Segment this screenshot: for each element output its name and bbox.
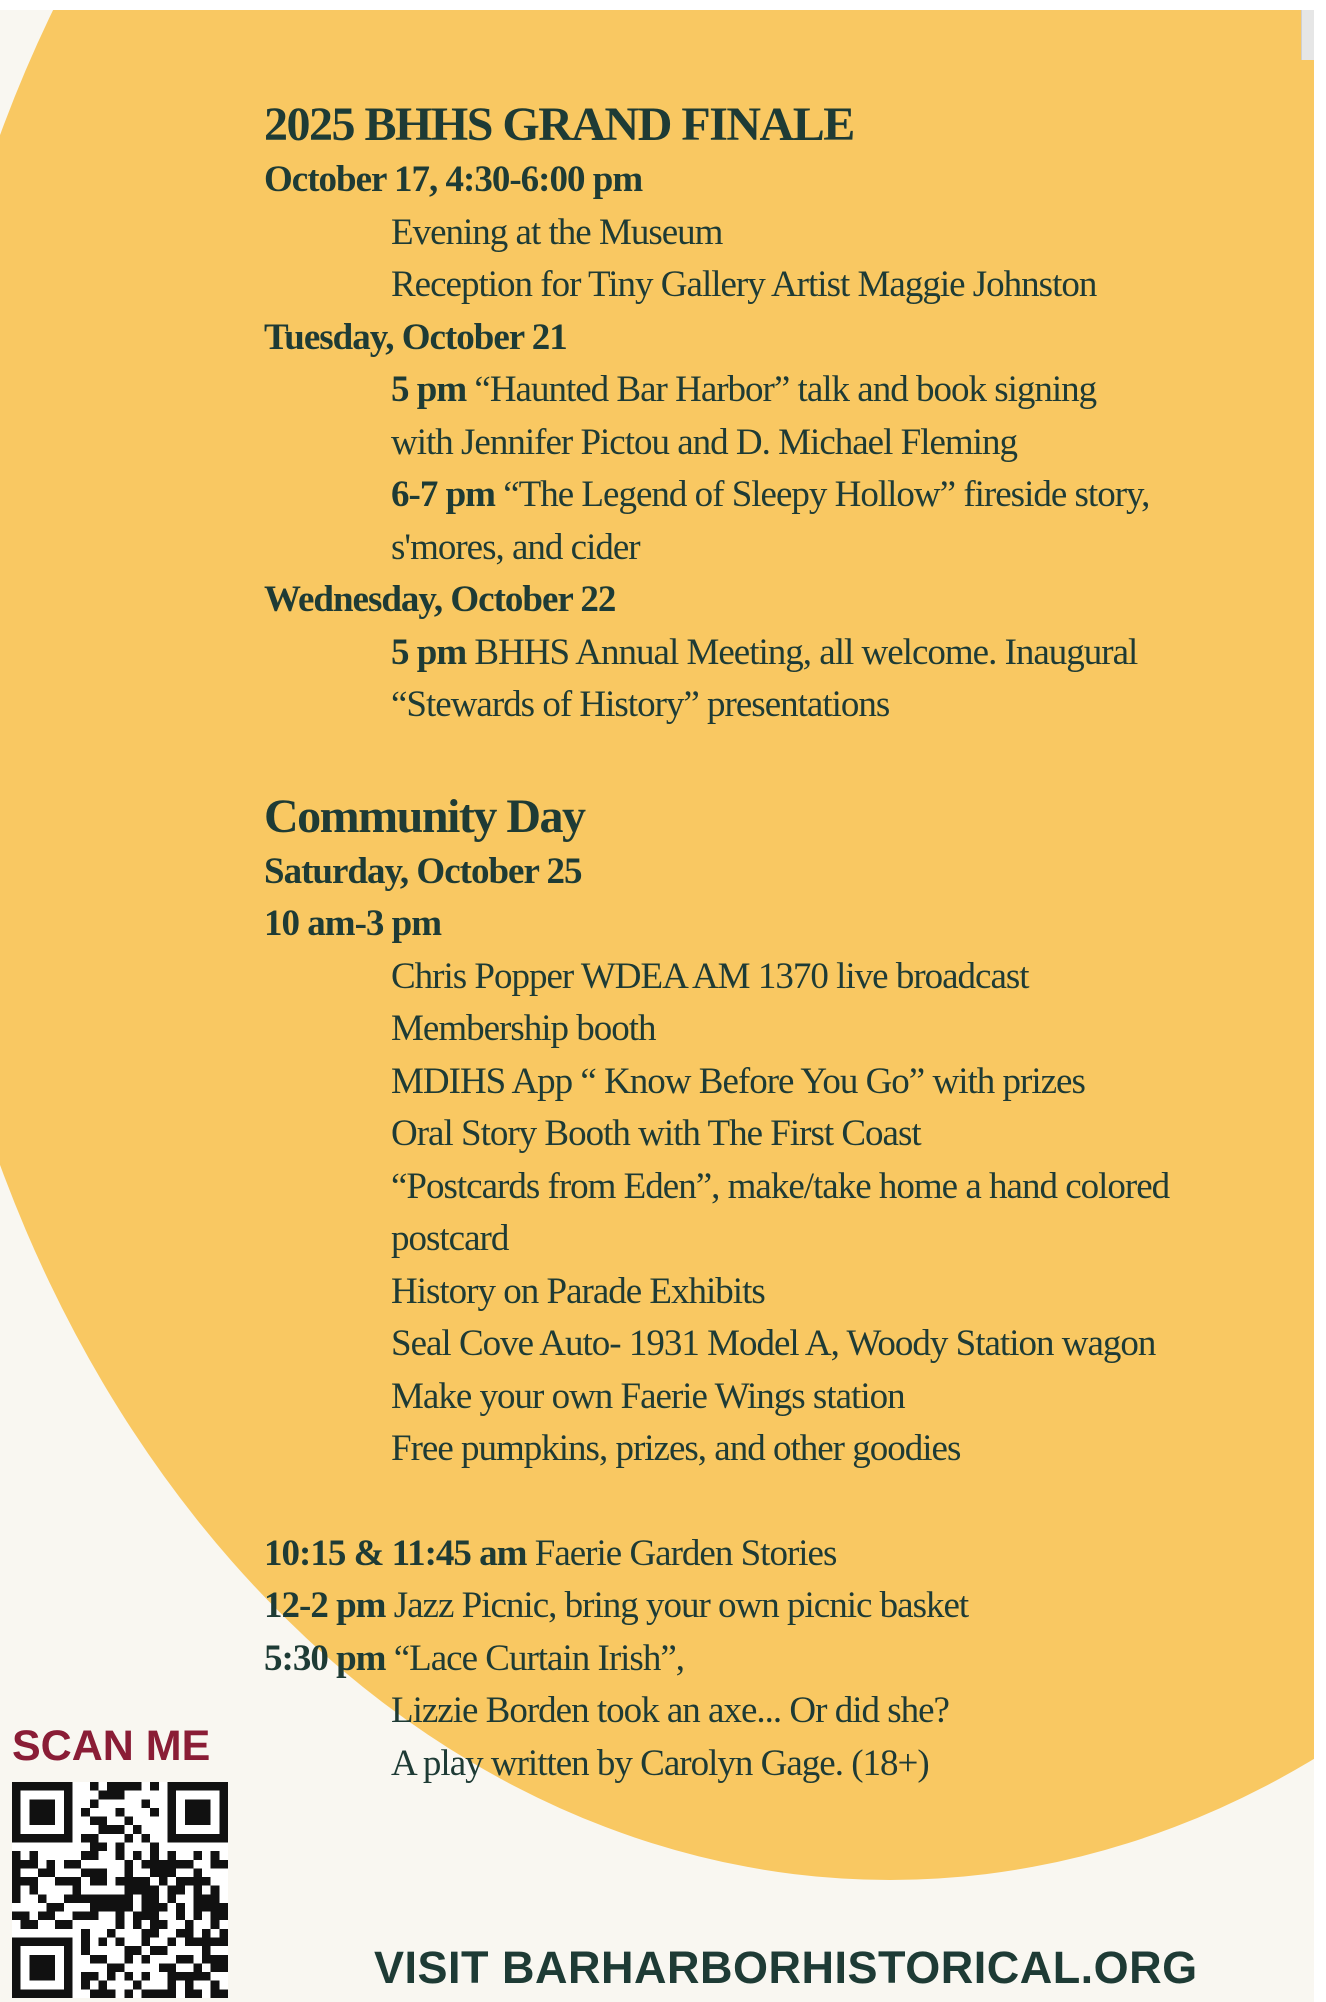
scan-me-label: SCAN ME <box>12 1722 211 1770</box>
list-item: Membership booth <box>391 1008 656 1049</box>
community-day-date: Saturday, October 25 <box>264 850 582 892</box>
schedule-item <box>264 1528 1294 1581</box>
list-item: with Jennifer Pictou and D. Michael Fleming <box>391 421 1017 463</box>
event-time: 6-7 pm <box>391 474 495 515</box>
list-item <box>264 627 1294 680</box>
event-time: 5 pm <box>391 631 467 673</box>
list-item: “Stewards of History” presentations <box>391 684 890 725</box>
list-item: Lizzie Borden took an axe... Or did she? <box>391 1690 949 1731</box>
event-time: 5:30 pm <box>264 1637 386 1679</box>
list-item: History on Parade Exhibits <box>391 1270 765 1312</box>
community-day-hours: 10 am-3 pm <box>264 903 442 944</box>
list-item: “Postcards from Eden”, make/take home a hand colored <box>391 1165 1170 1207</box>
schedule-item <box>264 1633 1294 1686</box>
list-item: Free pumpkins, prizes, and other goodies <box>391 1428 961 1469</box>
list-item <box>264 364 1294 417</box>
finale-date-oct22: Wednesday, October 22 <box>264 579 616 620</box>
event-text: “Lace Curtain Irish”, <box>385 1637 685 1679</box>
website-link[interactable]: VISIT BARHARBORHISTORICAL.ORG <box>374 1942 1198 1993</box>
schedule-item <box>264 1580 1294 1633</box>
section-spacer <box>264 732 1294 784</box>
list-item <box>264 469 1294 522</box>
event-text: Faerie Garden Stories <box>526 1532 837 1574</box>
qr-code-icon[interactable] <box>12 1782 228 1998</box>
finale-date-oct21: Tuesday, October 21 <box>264 316 567 358</box>
event-time: 5 pm <box>391 369 467 410</box>
finale-title: 2025 BHHS GRAND FINALE <box>264 98 854 151</box>
event-schedule <box>264 92 1294 1790</box>
event-text: Jazz Picnic, bring your own picnic basket <box>385 1585 969 1626</box>
event-text: “Haunted Bar Harbor” talk and book signing <box>466 369 1097 410</box>
finale-date-oct17: October 17, 4:30-6:00 pm <box>264 159 643 200</box>
list-item: Evening at the Museum <box>391 211 723 253</box>
event-time: 12-2 pm <box>264 1585 386 1626</box>
list-item: Make your own Faerie Wings station <box>391 1375 905 1417</box>
list-item: MDIHS App “ Know Before You Go” with prizes <box>391 1060 1085 1102</box>
list-item: Oral Story Booth with The First Coast <box>391 1113 921 1154</box>
event-text: BHHS Annual Meeting, all welcome. Inaugural <box>466 631 1138 673</box>
list-item: postcard <box>391 1218 509 1259</box>
list-item: Seal Cove Auto- 1931 Model A, Woody Station wagon <box>391 1323 1156 1364</box>
scrollbar-thumb[interactable] <box>1301 10 1314 60</box>
community-day-title: Community Day <box>264 789 585 843</box>
event-poster <box>0 10 1314 2002</box>
list-item: s'mores, and cider <box>391 526 640 568</box>
list-item: Reception for Tiny Gallery Artist Maggie Johnston <box>391 264 1097 305</box>
list-item: Chris Popper WDEA AM 1370 live broadcast <box>391 955 1029 997</box>
event-text: “The Legend of Sleepy Hollow” fireside story, <box>494 474 1150 515</box>
section-spacer <box>264 1476 1294 1528</box>
list-item: A play written by Carolyn Gage. (18+) <box>391 1742 929 1784</box>
event-time: 10:15 & 11:45 am <box>264 1532 527 1574</box>
